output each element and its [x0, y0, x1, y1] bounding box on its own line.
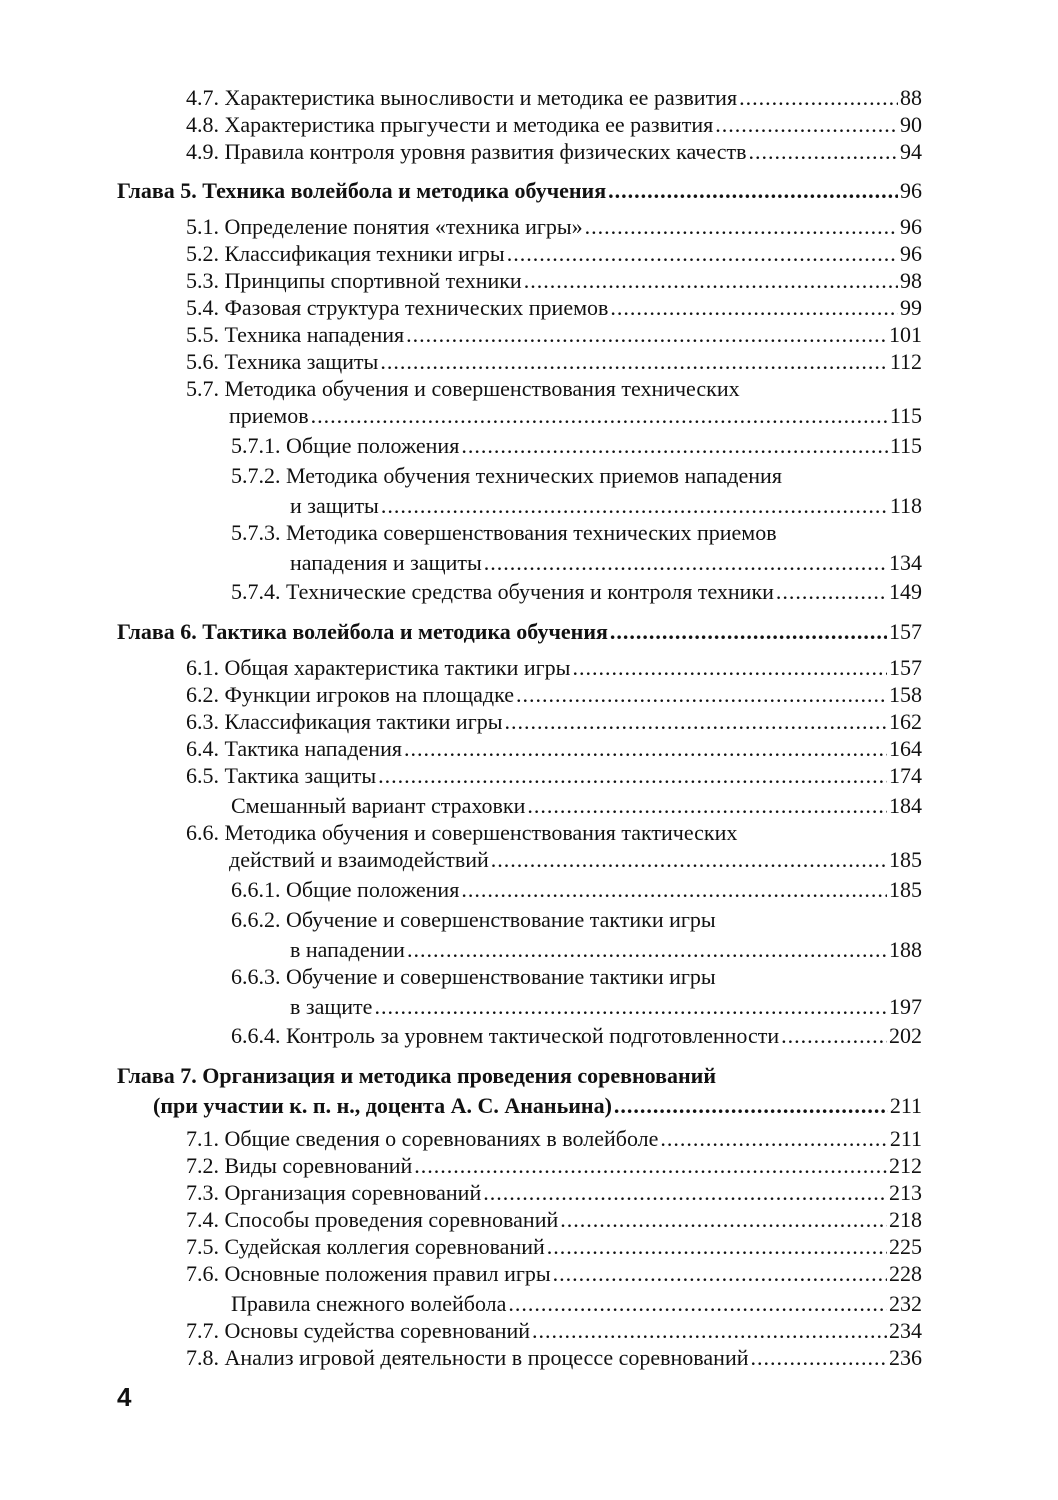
toc-entry-title: Правила снежного волейбола [231, 1291, 507, 1316]
toc-entry-7-5 [186, 1233, 922, 1260]
toc-entry-6-6 [186, 819, 922, 873]
toc-entry-title-line1: 5.7.3. Методика совершенствования технических приемов [231, 520, 777, 545]
toc-entry-title: 5.1. Определение понятия «техника игры» [186, 214, 583, 239]
toc-entry-title: 5.6. Техника защиты [186, 349, 379, 374]
toc-entry-title: 7.2. Виды соревнований [186, 1153, 413, 1178]
toc-page-number: 212 [889, 1153, 922, 1178]
toc-leader-dots [516, 681, 887, 708]
toc-page-number: 96 [900, 178, 922, 203]
toc-entry-title-line2: приемов [229, 403, 309, 428]
toc-page-number: 90 [900, 112, 922, 137]
toc-leader-dots [553, 1260, 887, 1287]
toc-page-number: 197 [889, 994, 922, 1019]
toc-entry-title: 5.7.1. Общие положения [231, 433, 460, 458]
toc-page-number: 158 [889, 682, 922, 707]
toc-entry-title-line1: 5.7.2. Методика обучения технических приемов нападения [231, 463, 782, 488]
toc-page-number: 115 [889, 433, 922, 458]
toc-page-number: 118 [889, 493, 922, 518]
toc-leader-dots [614, 1092, 888, 1119]
toc-entry-title-line1: 6.6. Методика обучения и совершенствования тактических [186, 820, 738, 845]
toc-leader-dots [781, 1022, 887, 1049]
toc-page-number: 115 [889, 403, 922, 428]
toc-leader-dots [380, 348, 888, 375]
toc-entry-title: 5.7.4. Технические средства обучения и контроля техники [231, 579, 774, 604]
toc-leader-dots [461, 876, 887, 903]
toc-page-number: 96 [900, 241, 922, 266]
toc-leader-dots [660, 1125, 887, 1152]
toc-page-number: 134 [889, 550, 922, 575]
toc-entry-title: 4.7. Характеристика выносливости и методика ее развития [186, 85, 738, 110]
toc-chapter-title: Глава 6. Тактика волейбола и методика обучения [117, 619, 608, 644]
toc-leader-dots [491, 846, 887, 873]
toc-entry-title: 7.1. Общие сведения о соревнованиях в волейболе [186, 1126, 659, 1151]
toc-entry-title: Смешанный вариант страховки [231, 793, 526, 818]
toc-entry-5-5 [186, 321, 922, 348]
toc-entry-title: 5.4. Фазовая структура технических приемов [186, 295, 609, 320]
toc-entry-title: 7.7. Основы судейства соревнований [186, 1318, 531, 1343]
toc-leader-dots [524, 267, 898, 294]
toc-page-number: 174 [889, 763, 922, 788]
toc-leader-dots [311, 402, 888, 429]
toc-chapter-7 [117, 1062, 922, 1119]
toc-leader-dots [585, 213, 898, 240]
toc-page-number: 228 [889, 1261, 922, 1286]
toc-entry-5-7-3 [231, 519, 922, 576]
toc-entry-title: 7.8. Анализ игровой деятельности в процессе соревнований [186, 1345, 749, 1370]
toc-leader-dots [532, 1317, 887, 1344]
toc-entry-7-3 [186, 1179, 922, 1206]
toc-leader-dots [381, 492, 888, 519]
toc-entry-4-8 [186, 111, 922, 138]
toc-page-number: 164 [889, 736, 922, 761]
toc-entry-mixed-cover [231, 792, 922, 819]
toc-leader-dots [414, 1152, 887, 1179]
toc-leader-dots [483, 1179, 887, 1206]
toc-entry-7-8 [186, 1344, 922, 1371]
toc-page-number: 157 [889, 655, 922, 680]
toc-entry-title-line2: в защите [290, 994, 373, 1019]
toc-page-number: 94 [900, 139, 922, 164]
toc-entry-6-6-2 [231, 906, 922, 963]
toc-entry-title-line2: действий и взаимодействий [229, 847, 489, 872]
toc-page-number: 112 [889, 349, 922, 374]
toc-page-number: 96 [900, 214, 922, 239]
toc-leader-dots [547, 1233, 887, 1260]
toc-page-number: 234 [889, 1318, 922, 1343]
toc-page-number: 211 [889, 1126, 922, 1151]
toc-entry-5-2 [186, 240, 922, 267]
toc-leader-dots [507, 240, 898, 267]
toc-entry-title-line1: 6.6.2. Обучение и совершенствование тактики игры [231, 907, 716, 932]
toc-entry-title: 6.6.4. Контроль за уровнем тактической подготовленности [231, 1023, 780, 1048]
toc-entry-4-7 [186, 84, 922, 111]
toc-page-number: 101 [889, 322, 922, 347]
toc-entry-title-line2: и защиты [290, 493, 379, 518]
toc-entry-7-4 [186, 1206, 922, 1233]
toc-entry-title: 6.6.1. Общие положения [231, 877, 460, 902]
toc-page-number: 88 [900, 85, 922, 110]
toc-leader-dots [461, 432, 887, 459]
toc-page-number: 225 [889, 1234, 922, 1259]
toc-page-number: 236 [889, 1345, 922, 1370]
toc-chapter-title: Глава 5. Техника волейбола и методика обучения [117, 178, 607, 203]
toc-leader-dots [505, 708, 887, 735]
toc-leader-dots [407, 936, 887, 963]
toc-page-number: 185 [889, 877, 922, 902]
toc-leader-dots [378, 762, 887, 789]
toc-chapter-title-line1: Глава 7. Организация и методика проведения соревнований [117, 1063, 717, 1088]
toc-entry-title: 7.5. Судейская коллегия соревнований [186, 1234, 545, 1259]
toc-chapter-title-line2: (при участии к. п. н., доцента А. С. Ананьина) [153, 1093, 612, 1118]
toc-page-number: 185 [889, 847, 922, 872]
toc-entry-title: 7.6. Основные положения правил игры [186, 1261, 551, 1286]
toc-leader-dots [404, 735, 887, 762]
toc-entry-6-6-4 [231, 1022, 922, 1049]
toc-entry-title-line2: в нападении [290, 937, 405, 962]
toc-leader-dots [739, 84, 898, 111]
toc-entry-7-1 [186, 1125, 922, 1152]
toc-entry-title-line1: 6.6.3. Обучение и совершенствование тактики игры [231, 964, 716, 989]
toc-page-number: 99 [900, 295, 922, 320]
toc-entry-4-9 [186, 138, 922, 165]
toc-leader-dots [751, 1344, 888, 1371]
toc-entry-7-2 [186, 1152, 922, 1179]
toc-entry-title: 7.3. Организация соревнований [186, 1180, 482, 1205]
toc-chapter-5 [117, 177, 922, 204]
toc-leader-dots [508, 1290, 887, 1317]
toc-entry-5-7 [186, 375, 922, 429]
toc-page-number: 213 [889, 1180, 922, 1205]
toc-page-number: 162 [889, 709, 922, 734]
toc-entry-6-4 [186, 735, 922, 762]
toc-page-number: 188 [889, 937, 922, 962]
toc-entry-5-1 [186, 213, 922, 240]
toc-leader-dots [748, 138, 898, 165]
toc-leader-dots [484, 549, 887, 576]
toc-leader-dots [610, 294, 898, 321]
toc-entry-title: 6.3. Классификация тактики игры [186, 709, 503, 734]
toc-page-number: 149 [889, 579, 922, 604]
toc-entry-title: 5.2. Классификация техники игры [186, 241, 505, 266]
toc-entry-5-7-2 [231, 462, 922, 519]
toc-entry-6-2 [186, 681, 922, 708]
toc-leader-dots [406, 321, 887, 348]
toc-page-number: 211 [889, 1093, 922, 1118]
toc-entry-6-5 [186, 762, 922, 789]
toc-entry-6-6-3 [231, 963, 922, 1020]
toc-leader-dots [572, 654, 887, 681]
toc-entry-5-7-4 [231, 578, 922, 605]
toc-entry-title-line2: нападения и защиты [290, 550, 482, 575]
toc-leader-dots [776, 578, 887, 605]
toc-entry-title: 5.5. Техника нападения [186, 322, 405, 347]
toc-entry-title-line1: 5.7. Методика обучения и совершенствования технических [186, 376, 740, 401]
toc-entry-7-7 [186, 1317, 922, 1344]
toc-entry-6-6-1 [231, 876, 922, 903]
toc-page-number: 218 [889, 1207, 922, 1232]
toc-entry-5-3 [186, 267, 922, 294]
toc-entry-6-1 [186, 654, 922, 681]
toc-page-number: 98 [900, 268, 922, 293]
toc-entry-7-6 [186, 1260, 922, 1287]
toc-page-number: 184 [889, 793, 922, 818]
toc-page-number: 202 [889, 1023, 922, 1048]
toc-leader-dots [715, 111, 898, 138]
toc-leader-dots [560, 1206, 887, 1233]
toc-page-number: 157 [889, 619, 922, 644]
toc-entry-5-4 [186, 294, 922, 321]
toc-entry-title: 6.4. Тактика нападения [186, 736, 402, 761]
toc-entry-title: 4.9. Правила контроля уровня развития физических качеств [186, 139, 747, 164]
toc-entry-title: 6.5. Тактика защиты [186, 763, 377, 788]
toc-entry-6-3 [186, 708, 922, 735]
toc-entry-5-6 [186, 348, 922, 375]
toc-page-number: 232 [889, 1291, 922, 1316]
toc-entry-title: 6.2. Функции игроков на площадке [186, 682, 515, 707]
toc-leader-dots [374, 993, 887, 1020]
toc-leader-dots [608, 177, 898, 204]
toc-entry-title: 4.8. Характеристика прыгучести и методика ее развития [186, 112, 714, 137]
toc-entry-title: 6.1. Общая характеристика тактики игры [186, 655, 571, 680]
toc-entry-5-7-1 [231, 432, 922, 459]
toc-leader-dots [527, 792, 887, 819]
toc-entry-title: 5.3. Принципы спортивной техники [186, 268, 522, 293]
toc-leader-dots [610, 618, 887, 645]
toc-entry-title: 7.4. Способы проведения соревнований [186, 1207, 559, 1232]
toc-entry-snow-volleyball [231, 1290, 922, 1317]
page-number: 4 [117, 1382, 132, 1412]
toc-chapter-6 [117, 618, 922, 645]
